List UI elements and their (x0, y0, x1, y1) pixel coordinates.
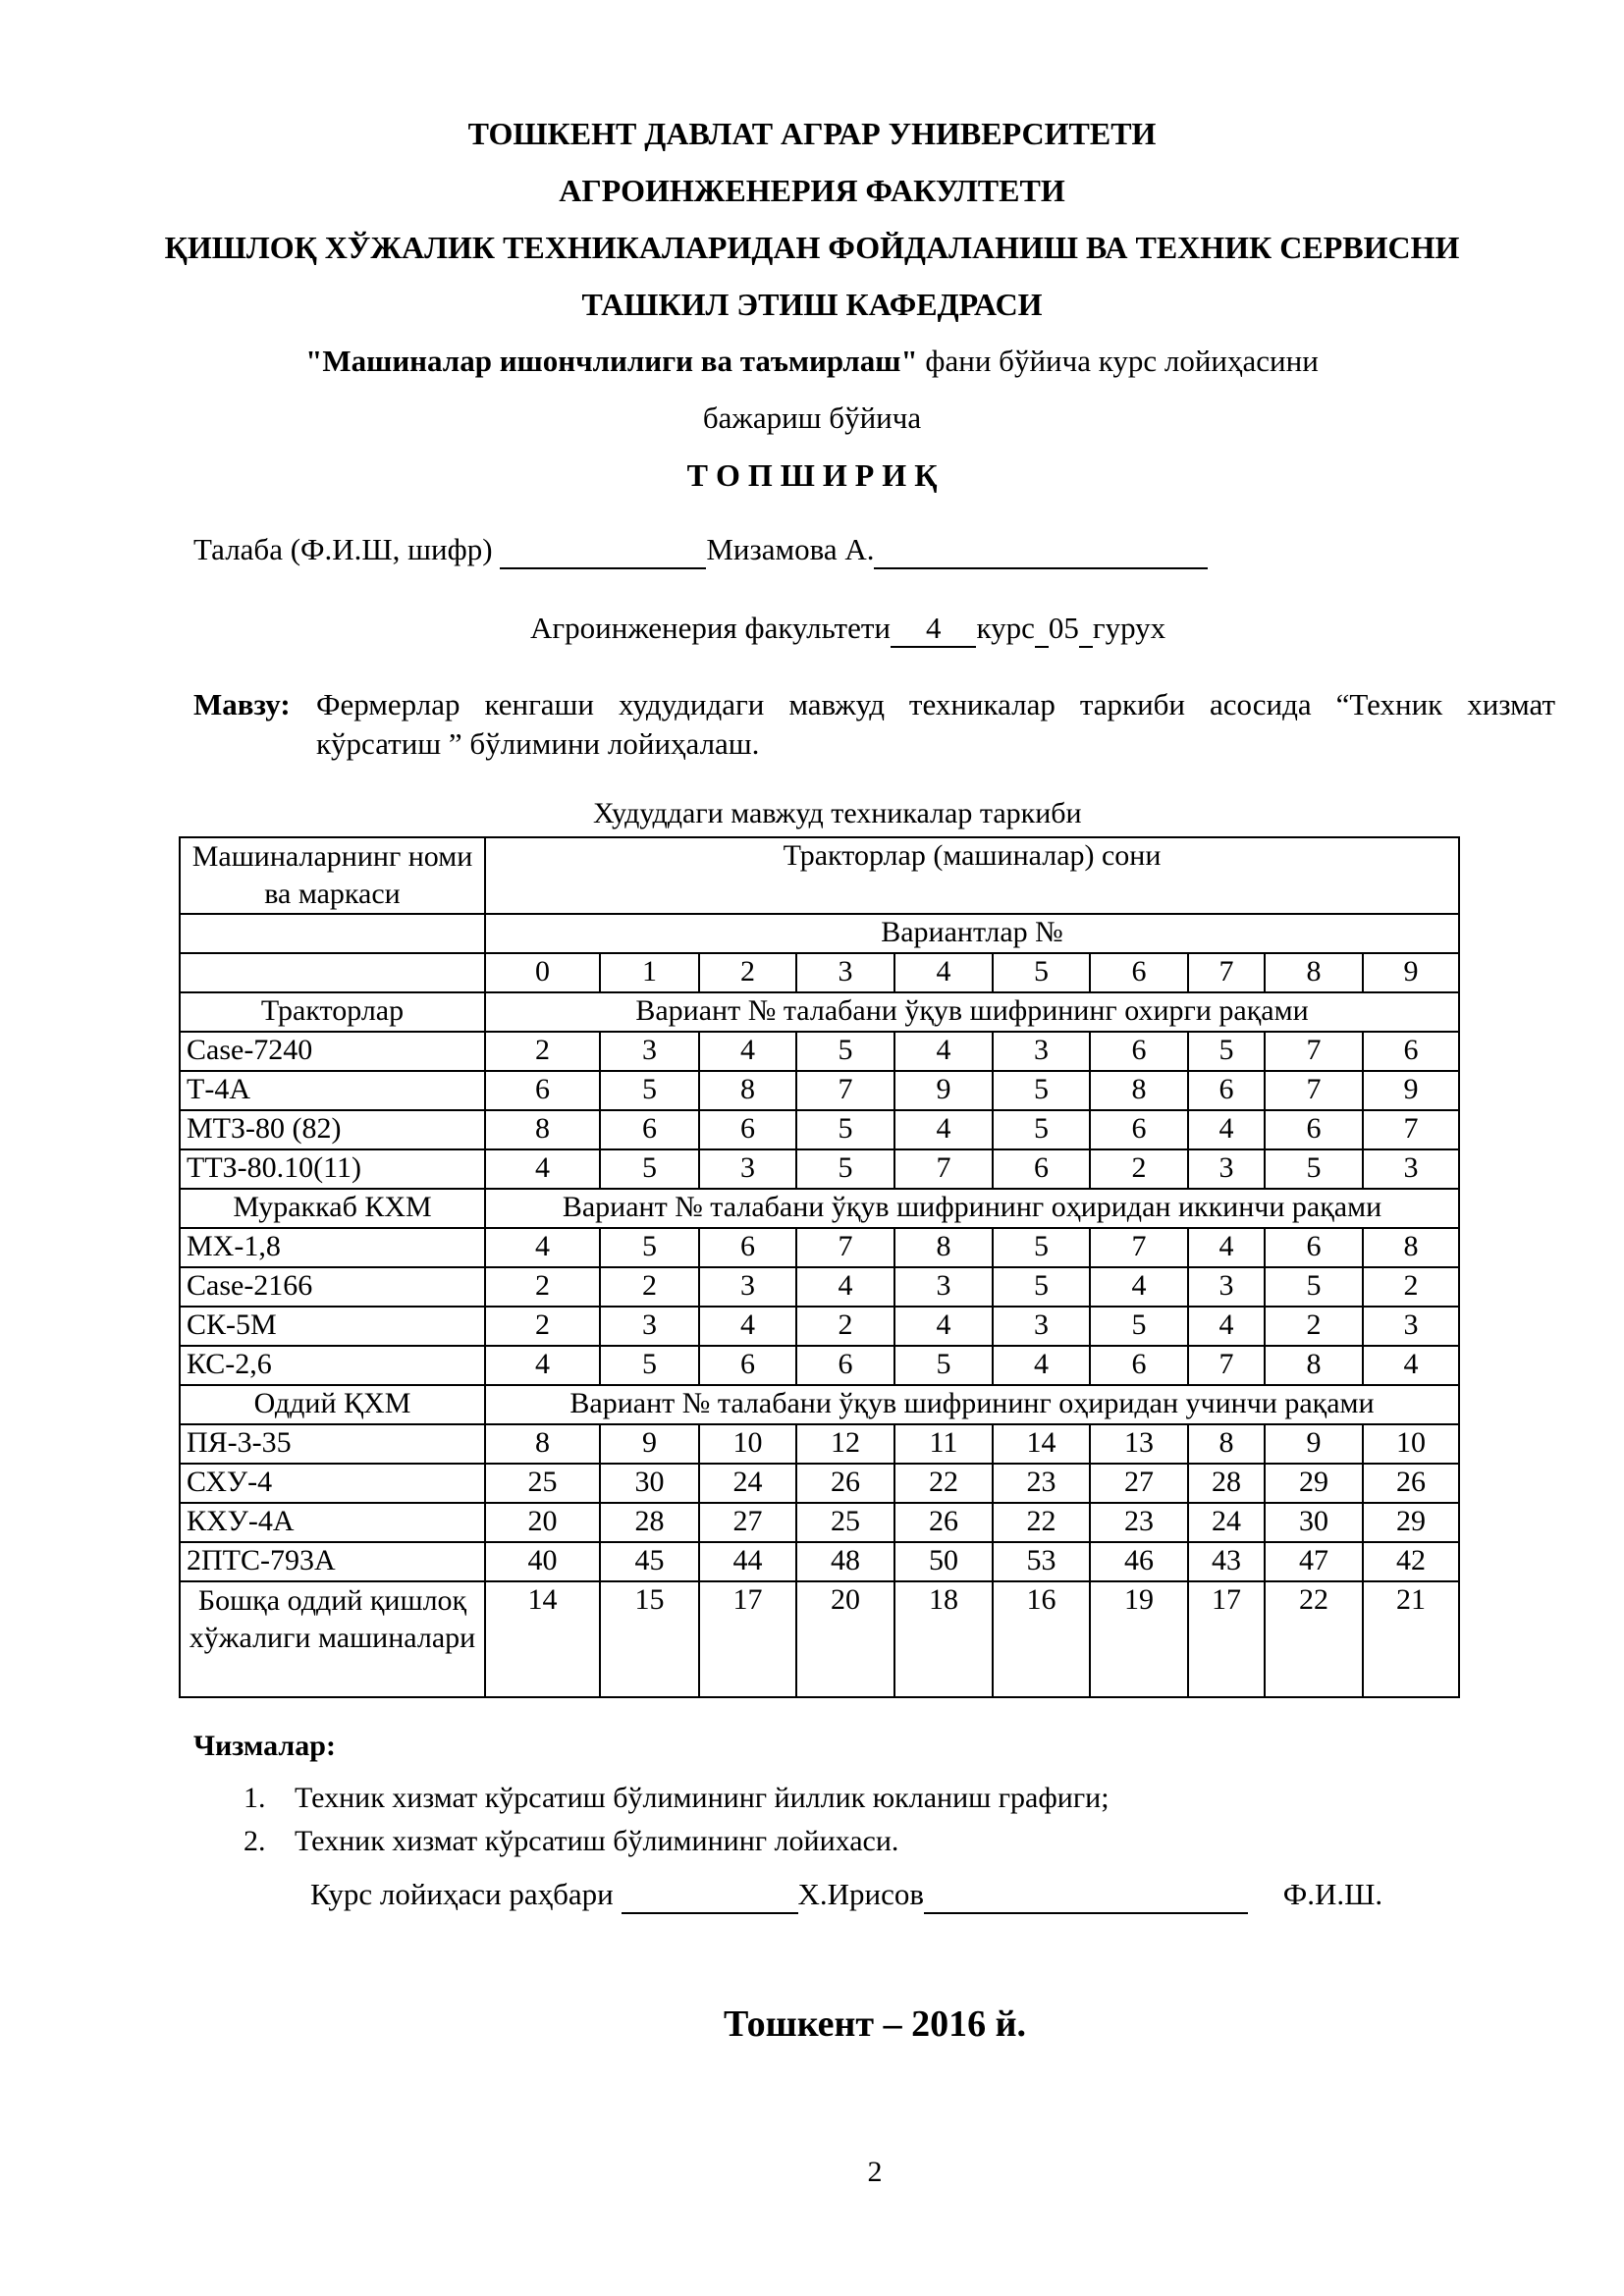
count-cell: 4 (485, 1228, 600, 1267)
subject-line-2: бажариш бўйича (702, 400, 922, 435)
machine-name: КХУ-4А (180, 1503, 485, 1542)
table-row (180, 1149, 1459, 1189)
count-cell: 3 (699, 1149, 796, 1189)
list-item (244, 1820, 1110, 1863)
count-cell: 29 (1363, 1503, 1459, 1542)
count-cell: 8 (1090, 1071, 1188, 1110)
count-cell: 21 (1363, 1581, 1459, 1697)
count-cell: 7 (894, 1149, 993, 1189)
variant-numbers-row (180, 953, 1459, 992)
variant-number-cell: 3 (796, 953, 894, 992)
count-cell: 14 (485, 1581, 600, 1697)
variant-number-cell: 6 (1090, 953, 1188, 992)
group-header-row (180, 1189, 1459, 1228)
count-cell: 5 (796, 1149, 894, 1189)
group-header-row (180, 992, 1459, 1032)
count-cell: 4 (1363, 1346, 1459, 1385)
count-cell: 8 (485, 1424, 600, 1464)
machine-name: Бошқа оддий қишлоқ хўжалиги машиналари (180, 1581, 485, 1697)
count-cell: 8 (699, 1071, 796, 1110)
count-cell: 4 (485, 1149, 600, 1189)
count-cell: 46 (1090, 1542, 1188, 1581)
table-row (180, 1110, 1459, 1149)
supervisor-fio: Ф.И.Ш. (1282, 1877, 1383, 1911)
group-title: Оддий ҚХМ (180, 1385, 485, 1424)
list-item-number: 1. (244, 1782, 266, 1814)
count-cell: 30 (600, 1464, 699, 1503)
machine-name: КС-2,6 (180, 1346, 485, 1385)
count-cell: 4 (699, 1307, 796, 1346)
supervisor-line (310, 1877, 1382, 1914)
faculty-label: Агроинженерия факультети (530, 611, 891, 645)
count-cell: 6 (699, 1228, 796, 1267)
count-cell: 16 (993, 1581, 1090, 1697)
table-row-other-machines (180, 1581, 1459, 1697)
count-cell: 4 (894, 1307, 993, 1346)
count-cell: 5 (796, 1032, 894, 1071)
group-note: Вариант № талабани ўқув шифрининг оҳиридан иккинчи рақами (485, 1189, 1459, 1228)
count-cell: 6 (1090, 1110, 1188, 1149)
supervisor-signature-blank (622, 1877, 798, 1914)
machine-name: Case-2166 (180, 1267, 485, 1307)
count-cell: 6 (485, 1071, 600, 1110)
variant-number-cell: 2 (699, 953, 796, 992)
machine-name: 2ПТС-793А (180, 1542, 485, 1581)
count-cell: 2 (485, 1032, 600, 1071)
count-cell: 6 (1090, 1346, 1188, 1385)
count-cell: 47 (1265, 1542, 1363, 1581)
count-cell: 5 (993, 1228, 1090, 1267)
count-cell: 6 (1090, 1032, 1188, 1071)
topic-label: Мавзу: (193, 687, 291, 721)
count-cell: 7 (1090, 1228, 1188, 1267)
count-cell: 2 (1363, 1267, 1459, 1307)
count-cell: 7 (1188, 1346, 1265, 1385)
group-header-row (180, 1385, 1459, 1424)
table-row (180, 1464, 1459, 1503)
student-line (193, 532, 1208, 569)
page-number: 2 (867, 2156, 883, 2188)
count-cell: 8 (1363, 1228, 1459, 1267)
count-cell: 7 (1363, 1110, 1459, 1149)
count-cell: 17 (699, 1581, 796, 1697)
student-name-blank (874, 532, 1208, 569)
count-cell: 8 (1265, 1346, 1363, 1385)
group-label: гурух (1092, 611, 1166, 645)
count-cell: 7 (1265, 1071, 1363, 1110)
list-item-number: 2. (244, 1825, 266, 1857)
topic-text-line1: Фермерлар кенгаши худудидаги мавжуд техникалар таркиби асосида “Техник хизмат (316, 687, 1555, 721)
empty-cell (180, 953, 485, 992)
count-cell: 5 (993, 1110, 1090, 1149)
count-cell: 14 (993, 1424, 1090, 1464)
count-cell: 5 (600, 1346, 699, 1385)
count-cell: 18 (894, 1581, 993, 1697)
count-cell: 48 (796, 1542, 894, 1581)
column-header-machine-name: Машиналарнинг номи ва маркаси (180, 837, 485, 914)
count-cell: 28 (600, 1503, 699, 1542)
count-cell: 4 (993, 1346, 1090, 1385)
count-cell: 9 (1363, 1071, 1459, 1110)
count-cell: 2 (1265, 1307, 1363, 1346)
subject-name: "Машиналар ишончлилиги ва таъмирлаш" (305, 344, 918, 378)
group-title: Мураккаб КХМ (180, 1189, 485, 1228)
count-cell: 2 (485, 1307, 600, 1346)
count-cell: 15 (600, 1581, 699, 1697)
count-cell: 4 (1188, 1307, 1265, 1346)
count-cell: 29 (1265, 1464, 1363, 1503)
count-cell: 3 (1188, 1149, 1265, 1189)
empty-cell (180, 914, 485, 953)
count-cell: 4 (1188, 1228, 1265, 1267)
count-cell: 6 (1265, 1228, 1363, 1267)
machine-name: МТЗ-80 (82) (180, 1110, 485, 1149)
count-cell: 45 (600, 1542, 699, 1581)
group-line (530, 611, 1165, 648)
count-cell: 28 (1188, 1464, 1265, 1503)
table-caption: Худуддаги мавжуд техникалар таркиби (593, 797, 1082, 829)
count-cell: 3 (600, 1032, 699, 1071)
count-cell: 9 (894, 1071, 993, 1110)
count-cell: 24 (699, 1464, 796, 1503)
count-cell: 6 (600, 1110, 699, 1149)
count-cell: 42 (1363, 1542, 1459, 1581)
count-cell: 6 (1363, 1032, 1459, 1071)
count-cell: 13 (1090, 1424, 1188, 1464)
table-row (180, 1267, 1459, 1307)
table-row (180, 1071, 1459, 1110)
count-cell: 5 (600, 1149, 699, 1189)
variant-number-cell: 7 (1188, 953, 1265, 992)
city-year: Тошкент – 2016 й. (724, 2003, 1026, 2045)
count-cell: 20 (485, 1503, 600, 1542)
count-cell: 3 (993, 1307, 1090, 1346)
count-cell: 4 (1188, 1110, 1265, 1149)
count-cell: 5 (1265, 1267, 1363, 1307)
machine-name: МХ-1,8 (180, 1228, 485, 1267)
table-row (180, 1542, 1459, 1581)
count-cell: 5 (600, 1071, 699, 1110)
count-cell: 17 (1188, 1581, 1265, 1697)
count-cell: 30 (1265, 1503, 1363, 1542)
count-cell: 5 (1090, 1307, 1188, 1346)
student-name: Мизамова А. (706, 532, 875, 566)
count-cell: 6 (796, 1346, 894, 1385)
table-row (180, 1228, 1459, 1267)
drawings-title: Чизмалар: (193, 1730, 336, 1762)
count-cell: 27 (699, 1503, 796, 1542)
count-cell: 10 (1363, 1424, 1459, 1464)
table-row (180, 1346, 1459, 1385)
count-cell: 3 (894, 1267, 993, 1307)
count-cell: 23 (993, 1464, 1090, 1503)
group-number: 05 (1048, 611, 1079, 645)
count-cell: 5 (993, 1071, 1090, 1110)
count-cell: 25 (485, 1464, 600, 1503)
count-cell: 12 (796, 1424, 894, 1464)
column-header-tractor-count: Тракторлар (машиналар) сони (485, 837, 1459, 914)
count-cell: 9 (600, 1424, 699, 1464)
count-cell: 26 (796, 1464, 894, 1503)
count-cell: 2 (796, 1307, 894, 1346)
count-cell: 25 (796, 1503, 894, 1542)
count-cell: 3 (1188, 1267, 1265, 1307)
count-cell: 8 (894, 1228, 993, 1267)
count-cell: 22 (993, 1503, 1090, 1542)
machine-name: ТТЗ-80.10(11) (180, 1149, 485, 1189)
count-cell: 2 (1090, 1149, 1188, 1189)
list-item (244, 1777, 1110, 1820)
count-cell: 4 (796, 1267, 894, 1307)
count-cell: 2 (600, 1267, 699, 1307)
machine-name: ПЯ-3-35 (180, 1424, 485, 1464)
variants-header: Вариантлар № (485, 914, 1459, 953)
count-cell: 8 (1188, 1424, 1265, 1464)
table-row (180, 1503, 1459, 1542)
student-cipher-blank (500, 532, 706, 569)
variant-number-cell: 0 (485, 953, 600, 992)
count-cell: 11 (894, 1424, 993, 1464)
student-label: Талаба (Ф.И.Ш, шифр) (193, 532, 493, 566)
machine-name: Case-7240 (180, 1032, 485, 1071)
count-cell: 5 (1265, 1149, 1363, 1189)
supervisor-label: Курс лойиҳаси раҳбари (310, 1877, 614, 1911)
drawings-list (244, 1777, 1110, 1863)
count-cell: 19 (1090, 1581, 1188, 1697)
count-cell: 3 (699, 1267, 796, 1307)
course-number: 4 (926, 611, 942, 648)
count-cell: 23 (1090, 1503, 1188, 1542)
course-label: курс (976, 611, 1035, 645)
count-cell: 3 (1363, 1149, 1459, 1189)
count-cell: 5 (600, 1228, 699, 1267)
supervisor-name: Х.Ирисов (797, 1877, 925, 1911)
list-item-text: Техник хизмат кўрсатиш бўлимининг лойихаси. (295, 1825, 899, 1857)
count-cell: 27 (1090, 1464, 1188, 1503)
list-item-text: Техник хизмат кўрсатиш бўлимининг йиллик юкланиш графиги; (295, 1782, 1110, 1814)
count-cell: 20 (796, 1581, 894, 1697)
department-title-line1: ҚИШЛОҚ ХЎЖАЛИК ТЕХНИКАЛАРИДАН ФОЙДАЛАНИШ ВА ТЕХНИК СЕРВИСНИ (164, 230, 1460, 265)
count-cell: 6 (699, 1346, 796, 1385)
count-cell: 22 (1265, 1581, 1363, 1697)
table-row (180, 1307, 1459, 1346)
subject-line (0, 344, 1624, 379)
faculty-title: АГРОИНЖЕНЕРИЯ ФАКУЛТЕТИ (559, 173, 1065, 208)
count-cell: 10 (699, 1424, 796, 1464)
table-row (180, 1424, 1459, 1464)
count-cell: 26 (1363, 1464, 1459, 1503)
machine-name: СХУ-4 (180, 1464, 485, 1503)
variant-number-cell: 5 (993, 953, 1090, 992)
topic-text-line2: кўрсатиш ” бўлимини лойиҳалаш. (316, 726, 760, 761)
machine-name: СК-5М (180, 1307, 485, 1346)
count-cell: 5 (993, 1267, 1090, 1307)
equipment-table (179, 836, 1460, 1698)
count-cell: 7 (796, 1228, 894, 1267)
table-row (180, 1032, 1459, 1071)
count-cell: 5 (1188, 1032, 1265, 1071)
count-cell: 43 (1188, 1542, 1265, 1581)
count-cell: 26 (894, 1503, 993, 1542)
count-cell: 3 (993, 1032, 1090, 1071)
count-cell: 4 (894, 1032, 993, 1071)
machine-name: Т-4А (180, 1071, 485, 1110)
count-cell: 7 (1265, 1032, 1363, 1071)
supervisor-name-blank (924, 1877, 1248, 1914)
count-cell: 4 (699, 1032, 796, 1071)
count-cell: 44 (699, 1542, 796, 1581)
university-title: ТОШКЕНТ ДАВЛАТ АГРАР УНИВЕРСИТЕТИ (467, 116, 1157, 151)
group-title: Тракторлар (180, 992, 485, 1032)
group-note: Вариант № талабани ўқув шифрининг охирги рақами (485, 992, 1459, 1032)
count-cell: 7 (796, 1071, 894, 1110)
count-cell: 6 (699, 1110, 796, 1149)
count-cell: 4 (1090, 1267, 1188, 1307)
variant-number-cell: 1 (600, 953, 699, 992)
count-cell: 3 (600, 1307, 699, 1346)
count-cell: 6 (993, 1149, 1090, 1189)
variant-number-cell: 9 (1363, 953, 1459, 992)
count-cell: 6 (1188, 1071, 1265, 1110)
count-cell: 50 (894, 1542, 993, 1581)
count-cell: 24 (1188, 1503, 1265, 1542)
variant-number-cell: 8 (1265, 953, 1363, 992)
department-title-line2: ТАШКИЛ ЭТИШ КАФЕДРАСИ (581, 287, 1043, 322)
count-cell: 9 (1265, 1424, 1363, 1464)
count-cell: 6 (1265, 1110, 1363, 1149)
count-cell: 3 (1363, 1307, 1459, 1346)
count-cell: 40 (485, 1542, 600, 1581)
count-cell: 2 (485, 1267, 600, 1307)
count-cell: 4 (485, 1346, 600, 1385)
variant-number-cell: 4 (894, 953, 993, 992)
count-cell: 22 (894, 1464, 993, 1503)
count-cell: 53 (993, 1542, 1090, 1581)
count-cell: 8 (485, 1110, 600, 1149)
count-cell: 5 (796, 1110, 894, 1149)
count-cell: 5 (894, 1346, 993, 1385)
count-cell: 4 (894, 1110, 993, 1149)
group-note: Вариант № талабани ўқув шифрининг оҳиридан учинчи рақами (485, 1385, 1459, 1424)
subject-rest: фани бўйича курс лойиҳасини (917, 344, 1319, 378)
task-title: Т О П Ш И Р И Қ (686, 457, 938, 493)
